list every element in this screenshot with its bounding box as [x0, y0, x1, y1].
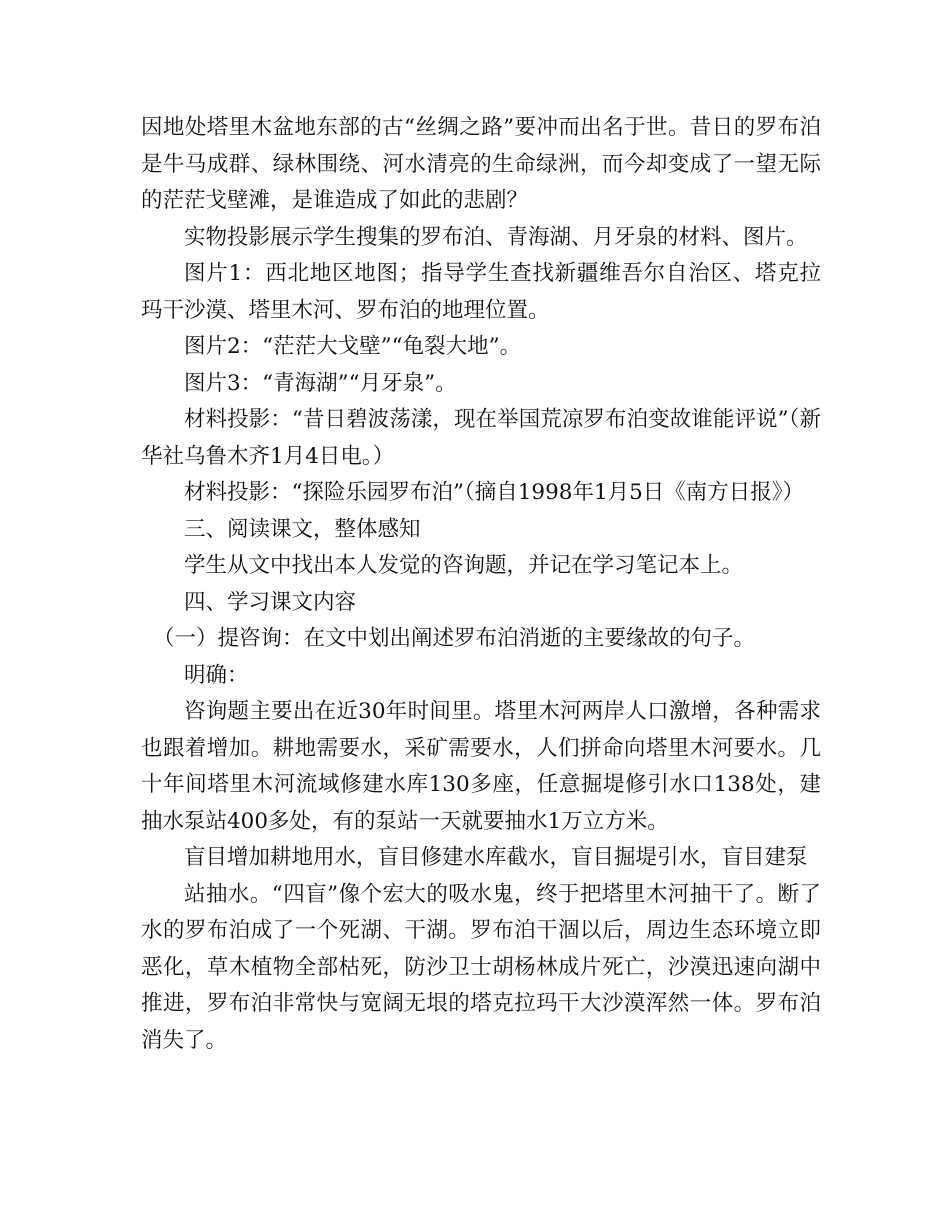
paragraph: 图片2：“茫茫大戈壁”“龟裂大地”。 — [184, 334, 522, 359]
paragraph: 材料投影：“昔日碧波荡漾，现在举国荒凉罗布泊变故谁能评说”（新华社乌鲁木齐1月4日电。） — [141, 407, 821, 469]
document-body — [141, 110, 821, 1059]
paragraph: 盲目增加耕地用水，盲目修建水库截水，盲目掘堤引水，盲目建泵 — [184, 845, 808, 870]
paragraph: 图片3：“青海湖”“月牙泉”。 — [184, 370, 457, 396]
paragraph: 材料投影：“探险乐园罗布泊”（摘自1998年1月5日《南方日报》） — [184, 480, 805, 505]
paragraph: 明确： — [184, 662, 249, 688]
section-heading: 四、学习课文内容 — [184, 589, 357, 615]
section-heading: 三、阅读课文，整体感知 — [184, 516, 421, 542]
paragraph: 图片1：西北地区地图；指导学生查找新疆维吾尔自治区、塔克拉玛干沙漠、塔里木河、罗布泊的地理位置。 — [141, 261, 821, 323]
paragraph: 咨询题主要出在近30年时间里。塔里木河两岸人口激增，各种需求也跟着增加。耕地需要水，采矿需要水，人们拼命向塔里木河要水。几十年间塔里木河流域修建水库130多座，任意掘堤修引水口138处，建抽水泵站400多处，有的泵站一天就要抽水1万立方米。 — [141, 699, 821, 834]
paragraph: 站抽水。“四盲”像个宏大的吸水鬼，终于把塔里木河抽干了。断了水的罗布泊成了一个死湖、干湖。罗布泊干涸以后，周边生态环境立即恶化，草木植物全部枯死，防沙卫士胡杨林成片死亡，沙漠迅速向湖中推进，罗布泊非常快与宽阔无垠的塔克拉玛干大沙漠浑然一体。罗布泊消失了。 — [141, 881, 821, 1053]
paragraph: 因地处塔里木盆地东部的古“丝绸之路”要冲而出名于世。昔日的罗布泊是牛马成群、绿林围绕、河水清亮的生命绿洲，而今却变成了一望无际的茫茫戈壁滩，是谁造成了如此的悲剧？ — [141, 115, 821, 213]
paragraph: （一）提咨询：在文中划出阐述罗布泊消逝的主要缘故的句子。 — [153, 626, 756, 651]
paragraph: 实物投影展示学生搜集的罗布泊、青海湖、月牙泉的材料、图片。 — [184, 224, 808, 250]
paragraph: 学生从文中找出本人发觉的咨询题，并记在学习笔记本上。 — [184, 553, 744, 578]
